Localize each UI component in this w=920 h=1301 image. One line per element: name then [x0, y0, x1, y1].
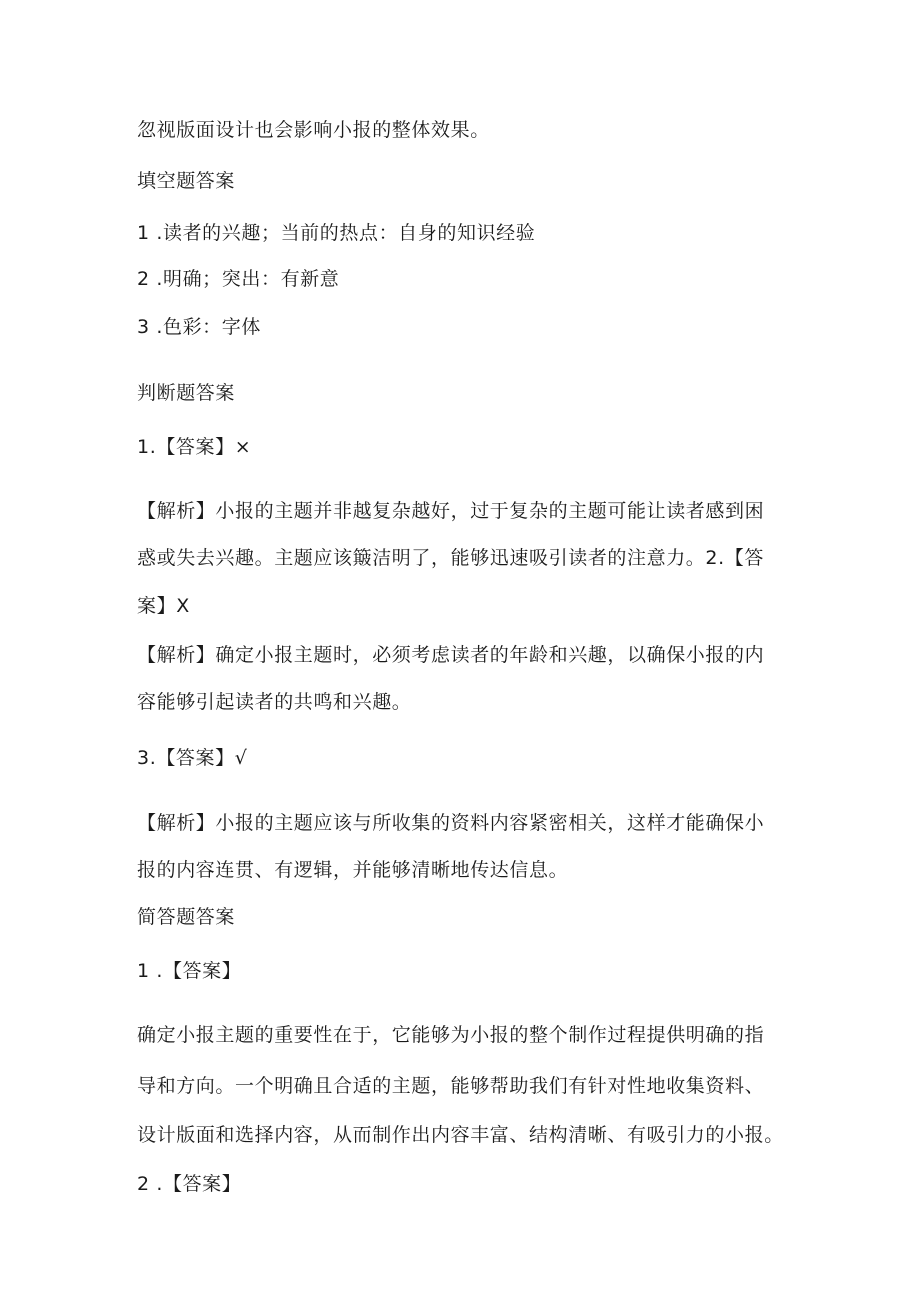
- tf-explanation-2-line-2: 容能够引起读者的共鸣和兴趣。: [137, 691, 412, 713]
- text-line: 忽视版面设计也会影响小报的整体效果。: [137, 119, 490, 141]
- section-heading-fill-blank: 填空题答案: [137, 170, 236, 192]
- short-answer-2-label: 2 .【答案】: [137, 1173, 242, 1195]
- tf-explanation-1-line-2: 惑或失去兴趣。主题应该簸洁明了，能够迅速吸引读者的注意力。2.【答: [137, 547, 764, 569]
- section-heading-short-answer: 简答题答案: [137, 906, 236, 928]
- tf-explanation-1-line-1: 【解析】小报的主题并非越复杂越好，过于复杂的主题可能让读者感到困: [137, 500, 765, 522]
- tf-explanation-2-line-1: 【解析】确定小报主题时，必须考虑读者的年龄和兴趣，以确保小报的内: [137, 644, 765, 666]
- short-answer-1-line-3: 设计版面和选择内容，从而制作出内容丰富、结构清晰、有吸引力的小报。: [137, 1124, 784, 1146]
- tf-explanation-3-line-1: 【解析】小报的主题应该与所收集的资料内容紧密相关，这样才能确保小: [137, 812, 765, 834]
- tf-explanation-3-line-2: 报的内容连贯、有逻辑，并能够清晰地传达信息。: [137, 859, 569, 881]
- answer-item-2: 2 .明确；突出：有新意: [137, 268, 340, 290]
- short-answer-1-line-2: 导和方向。一个明确且合适的主题，能够帮助我们有针对性地收集资料、: [137, 1075, 765, 1097]
- answer-item-3: 3 .色彩：字体: [137, 316, 261, 338]
- tf-answer-2: 案】X: [137, 595, 190, 617]
- short-answer-1-line-1: 确定小报主题的重要性在于，它能够为小报的整个制作过程提供明确的指: [137, 1024, 765, 1046]
- answer-item-1: 1 .读者的兴趣；当前的热点：自身的知识经验: [137, 222, 536, 244]
- section-heading-true-false: 判断题答案: [137, 382, 236, 404]
- short-answer-1-label: 1 .【答案】: [137, 960, 242, 982]
- tf-answer-3: 3.【答案】√: [137, 747, 248, 769]
- tf-answer-1: 1.【答案】×: [137, 436, 252, 458]
